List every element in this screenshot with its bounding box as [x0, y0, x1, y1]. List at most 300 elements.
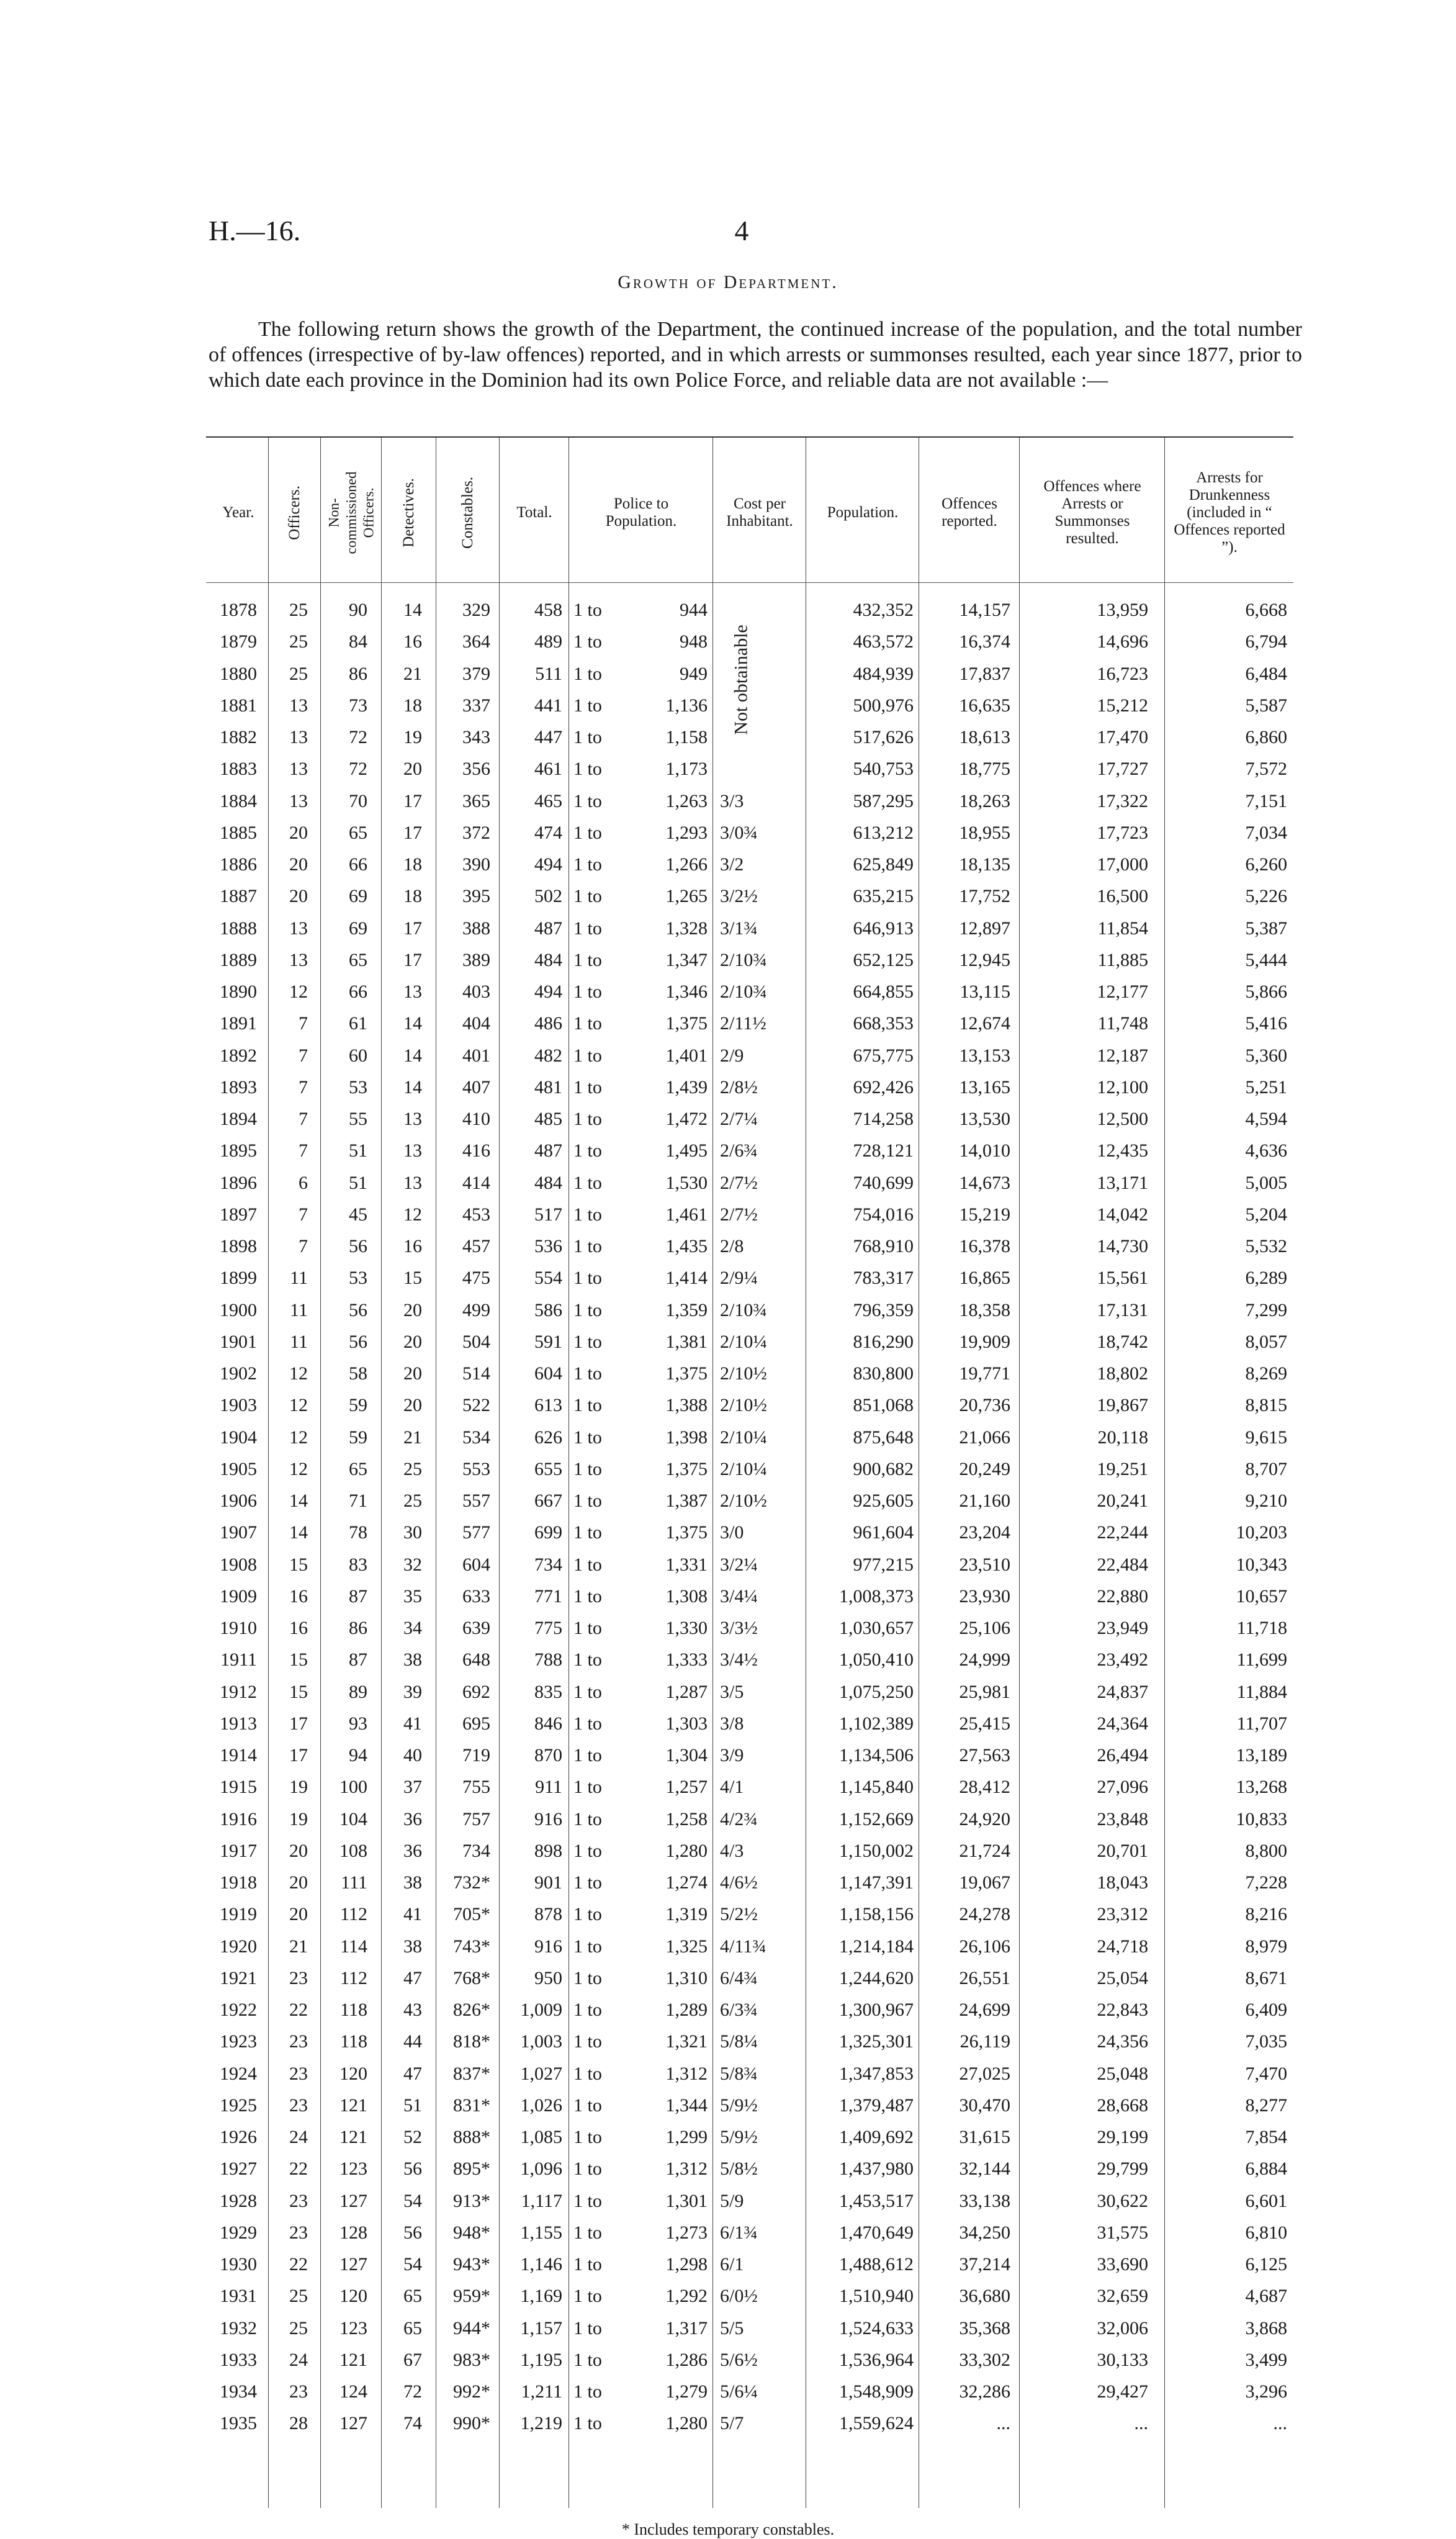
cell-drunkenness: 6,810	[1245, 2222, 1287, 2243]
cell-ratio-value: 1,333	[665, 1649, 708, 1671]
cell-year: 1883	[220, 759, 257, 780]
cell-drunkenness: 6,484	[1245, 663, 1287, 684]
cell-ratio-value: 1,273	[665, 2222, 708, 2243]
cell-population: 768,910	[853, 1236, 914, 1256]
cell-drunkenness: 7,034	[1245, 822, 1287, 843]
table-row	[0, 2096, 1456, 2115]
cell-ratio-prefix: 1 to	[573, 2413, 602, 2434]
cell-ratio-value: 1,375	[665, 1522, 708, 1543]
cell-constables: 990*	[453, 2413, 490, 2434]
cell-constables: 692	[462, 1681, 490, 1702]
cell-population: 1,510,940	[839, 2286, 914, 2307]
cell-population: 1,453,517	[839, 2190, 914, 2211]
cell-arrests: 17,723	[1097, 822, 1148, 843]
cell-population: 1,102,389	[839, 1713, 914, 1734]
cell-ratio-value: 1,266	[665, 854, 708, 875]
cell-total: 465	[534, 790, 562, 811]
table-row	[0, 1492, 1456, 1510]
cell-offences: 36,680	[959, 2286, 1010, 2307]
cell-population: 540,753	[853, 759, 914, 780]
cell-detectives: 30	[403, 1522, 422, 1543]
cell-constables: 948*	[453, 2222, 490, 2243]
cell-offences: 20,736	[959, 1395, 1010, 1416]
cell-ncos: 128	[339, 2222, 367, 2243]
cell-year: 1902	[220, 1363, 257, 1384]
cell-detectives: 17	[403, 949, 422, 970]
cell-drunkenness: 11,707	[1236, 1713, 1287, 1734]
cell-detectives: 18	[403, 695, 422, 716]
cell-ratio-value: 1,331	[665, 1554, 708, 1575]
table-row	[0, 2287, 1456, 2306]
cell-drunkenness: 3,868	[1245, 2317, 1287, 2338]
cell-constables: 499	[462, 1299, 490, 1320]
cell-population: 1,134,506	[839, 1745, 914, 1766]
cell-ratio-value: 1,461	[665, 1204, 708, 1225]
cell-cost: 2/10¾	[720, 1299, 767, 1320]
col-header-total: Total.	[516, 504, 552, 521]
cell-officers: 23	[289, 1967, 308, 1988]
cell-population: 1,244,620	[839, 1967, 914, 1988]
cell-population: 432,352	[853, 600, 914, 620]
cell-offences: 18,955	[959, 822, 1010, 843]
cell-arrests: 29,799	[1097, 2158, 1148, 2180]
cell-ratio-prefix: 1 to	[573, 1490, 602, 1511]
cell-detectives: 25	[403, 1490, 422, 1511]
cell-offences: 19,771	[959, 1363, 1010, 1384]
cell-cost: 5/5	[720, 2317, 744, 2338]
cell-constables: 604	[462, 1554, 490, 1575]
table-row	[0, 1110, 1456, 1129]
table-row	[0, 1746, 1456, 1765]
cell-detectives: 14	[403, 1045, 422, 1066]
cell-drunkenness: 10,833	[1236, 1808, 1287, 1829]
cell-offences: 33,138	[959, 2190, 1010, 2211]
cell-ratio-prefix: 1 to	[573, 1076, 602, 1098]
cell-offences: 21,724	[959, 1840, 1010, 1861]
cell-cost: 5/8¼	[720, 2031, 758, 2052]
cell-drunkenness: 3,296	[1245, 2381, 1287, 2402]
cell-population: 613,212	[853, 822, 914, 843]
cell-constables: 913*	[453, 2190, 490, 2211]
cell-total: 484	[534, 949, 562, 970]
cell-total: 911	[535, 1777, 562, 1798]
cell-constables: 943*	[453, 2254, 490, 2275]
cell-population: 961,604	[853, 1522, 914, 1543]
cell-detectives: 13	[403, 981, 422, 1002]
cell-ncos: 53	[349, 1076, 367, 1098]
cell-detectives: 65	[403, 2317, 422, 2338]
cell-cost: 3/9	[720, 1745, 744, 1766]
cell-population: 635,215	[853, 886, 914, 907]
cell-arrests: 26,494	[1097, 1745, 1148, 1766]
cell-arrests: 15,212	[1097, 695, 1148, 716]
cell-total: 441	[534, 695, 562, 716]
cell-ratio-value: 1,495	[665, 1140, 708, 1161]
cell-total: 502	[534, 886, 562, 907]
cell-ratio-value: 1,292	[665, 2286, 708, 2307]
cell-arrests: 19,867	[1097, 1395, 1148, 1416]
cell-officers: 25	[289, 2317, 308, 2338]
cell-arrests: 25,054	[1097, 1967, 1148, 1988]
cell-drunkenness: 13,268	[1236, 1777, 1287, 1798]
cell-cost: 2/6¾	[720, 1140, 758, 1161]
cell-total: 486	[534, 1013, 562, 1034]
cell-drunkenness: 6,860	[1245, 727, 1287, 747]
cell-total: 1,157	[520, 2317, 562, 2338]
cell-ncos: 121	[339, 2127, 367, 2147]
cell-detectives: 14	[403, 1013, 422, 1034]
cell-ratio-prefix: 1 to	[573, 1427, 602, 1448]
cell-year: 1910	[220, 1618, 257, 1638]
col-header-drunkenness: Arrests for Drunkenness (included in “ Offences reported ”).	[1174, 469, 1285, 556]
cell-ratio-value: 1,375	[665, 1458, 708, 1479]
cell-cost: 4/3	[720, 1840, 744, 1861]
cell-detectives: 13	[403, 1140, 422, 1161]
table-row	[0, 2224, 1456, 2242]
cell-detectives: 17	[403, 790, 422, 811]
cell-detectives: 43	[403, 2000, 422, 2020]
cell-drunkenness: 6,260	[1245, 854, 1287, 875]
cell-cost: 2/8½	[720, 1076, 758, 1098]
table-row	[0, 1014, 1456, 1033]
cell-constables: 944*	[453, 2317, 490, 2338]
cell-year: 1889	[220, 949, 257, 970]
cell-year: 1927	[220, 2158, 257, 2180]
cell-year: 1892	[220, 1045, 257, 1066]
cell-total: 1,211	[521, 2381, 562, 2402]
cell-ncos: 56	[349, 1236, 367, 1256]
cell-ratio-value: 1,414	[665, 1268, 708, 1289]
cell-total: 517	[534, 1204, 562, 1225]
cell-population: 714,258	[853, 1109, 914, 1129]
cell-population: 1,145,840	[839, 1777, 914, 1798]
cell-ratio-prefix: 1 to	[573, 790, 602, 811]
table-row	[0, 1078, 1456, 1097]
cell-ratio-value: 1,472	[665, 1109, 708, 1129]
cell-ratio-prefix: 1 to	[573, 631, 602, 652]
cell-officers: 13	[289, 695, 308, 716]
cell-ncos: 89	[349, 1681, 367, 1702]
cell-officers: 6	[299, 1172, 308, 1193]
cell-population: 484,939	[853, 663, 914, 684]
cell-ratio-prefix: 1 to	[573, 981, 602, 1002]
cell-total: 461	[534, 759, 562, 780]
cell-ratio-prefix: 1 to	[573, 1299, 602, 1320]
cell-total: 482	[534, 1045, 562, 1066]
cell-year: 1918	[220, 1872, 257, 1893]
cell-ncos: 93	[349, 1713, 367, 1734]
cell-offences: 24,699	[959, 2000, 1010, 2020]
cell-ncos: 45	[349, 1204, 367, 1225]
cell-ncos: 90	[349, 600, 367, 620]
cell-total: 1,009	[520, 2000, 562, 2020]
cell-population: 1,559,624	[839, 2413, 914, 2434]
cell-constables: 364	[462, 631, 490, 652]
cell-ratio-prefix: 1 to	[573, 2063, 602, 2084]
cell-constables: 407	[462, 1076, 490, 1098]
cell-officers: 20	[289, 1840, 308, 1861]
cell-ratio-prefix: 1 to	[573, 949, 602, 970]
cell-ratio-value: 1,299	[665, 2127, 708, 2147]
table-row	[0, 792, 1456, 811]
cell-arrests: 20,241	[1097, 1490, 1148, 1511]
cell-offences: 14,157	[959, 600, 1010, 620]
cell-arrests: 28,668	[1097, 2095, 1148, 2116]
cell-total: 474	[534, 822, 562, 843]
cell-ratio-prefix: 1 to	[573, 2222, 602, 2243]
cell-constables: 959*	[453, 2286, 490, 2307]
cell-constables: 356	[462, 759, 490, 780]
cell-offences: 26,551	[959, 1967, 1010, 1988]
cell-detectives: 65	[403, 2286, 422, 2307]
cell-drunkenness: 11,718	[1236, 1618, 1287, 1638]
cell-population: 1,488,612	[839, 2254, 914, 2275]
cell-ratio-value: 1,265	[665, 886, 708, 907]
cell-cost: 4/6½	[720, 1872, 758, 1893]
cell-cost: 5/2½	[720, 1904, 758, 1925]
cell-year: 1907	[220, 1522, 257, 1543]
cell-constables: 743*	[453, 1936, 490, 1957]
cell-arrests: 30,133	[1097, 2349, 1148, 2370]
cell-drunkenness: 11,699	[1236, 1649, 1287, 1671]
cell-officers: 20	[289, 854, 308, 875]
cell-total: 613	[534, 1395, 562, 1416]
cell-constables: 372	[462, 822, 490, 843]
cell-ncos: 94	[349, 1745, 367, 1766]
cell-year: 1933	[220, 2349, 257, 2370]
table-row	[0, 1969, 1456, 1988]
cell-constables: 757	[462, 1808, 490, 1829]
cell-offences: 33,302	[959, 2349, 1010, 2370]
cell-arrests: 11,854	[1097, 918, 1148, 939]
cell-drunkenness: 4,594	[1245, 1109, 1287, 1129]
cell-year: 1908	[220, 1554, 257, 1575]
cell-detectives: 41	[403, 1713, 422, 1734]
cell-ncos: 55	[349, 1109, 367, 1129]
cell-ratio-value: 1,312	[665, 2063, 708, 2084]
cell-ncos: 66	[349, 981, 367, 1002]
cell-year: 1913	[220, 1713, 257, 1734]
cell-year: 1929	[220, 2222, 257, 2243]
cell-drunkenness: 10,203	[1236, 1522, 1287, 1543]
cell-drunkenness: 5,226	[1245, 886, 1287, 907]
cell-officers: 21	[289, 1936, 308, 1957]
cell-cost: 5/9½	[720, 2127, 758, 2147]
cell-ratio-value: 1,263	[665, 790, 708, 811]
cell-drunkenness: 7,470	[1245, 2063, 1287, 2084]
cell-drunkenness: 11,884	[1236, 1681, 1287, 1702]
cell-population: 1,214,184	[839, 1936, 914, 1957]
cell-year: 1884	[220, 790, 257, 811]
cell-ratio-value: 1,298	[665, 2254, 708, 2275]
table-row	[0, 1810, 1456, 1829]
cell-officers: 7	[299, 1204, 308, 1225]
cell-constables: 983*	[453, 2349, 490, 2370]
cell-cost: 4/2¾	[720, 1808, 758, 1829]
cell-year: 1935	[220, 2413, 257, 2434]
cell-detectives: 38	[403, 1872, 422, 1893]
cell-population: 625,849	[853, 854, 914, 875]
cell-total: 536	[534, 1236, 562, 1256]
cell-year: 1895	[220, 1140, 257, 1161]
cell-detectives: 21	[403, 663, 422, 684]
table-row	[0, 2255, 1456, 2274]
cell-drunkenness: 6,884	[1245, 2158, 1287, 2180]
cell-cost: 3/5	[720, 1681, 744, 1702]
table-row	[0, 1428, 1456, 1447]
cell-ratio-value: 1,308	[665, 1585, 708, 1607]
cell-population: 1,470,649	[839, 2222, 914, 2243]
cell-population: 1,075,250	[839, 1681, 914, 1702]
cell-year: 1900	[220, 1299, 257, 1320]
cell-ratio-prefix: 1 to	[573, 1777, 602, 1798]
table-row	[0, 1587, 1456, 1606]
cell-cost: 2/10¼	[720, 1458, 767, 1479]
table-row	[0, 1937, 1456, 1956]
cell-population: 875,648	[853, 1427, 914, 1448]
cell-cost: 3/0	[720, 1522, 744, 1543]
cell-year: 1880	[220, 663, 257, 684]
cell-total: 604	[534, 1363, 562, 1384]
cell-total: 901	[534, 1872, 562, 1893]
cell-cost: 2/10¼	[720, 1427, 767, 1448]
cell-constables: 826*	[453, 2000, 490, 2020]
cell-officers: 7	[299, 1109, 308, 1129]
cell-year: 1921	[220, 1967, 257, 1988]
cell-officers: 15	[289, 1681, 308, 1702]
cell-total: 481	[534, 1076, 562, 1098]
cell-year: 1898	[220, 1236, 257, 1256]
cell-population: 900,682	[853, 1458, 914, 1479]
cell-constables: 732*	[453, 1872, 490, 1893]
cell-offences: 24,999	[959, 1649, 1010, 1671]
cell-detectives: 51	[403, 2095, 422, 2116]
cell-ratio-value: 1,279	[665, 2381, 708, 2402]
cell-ratio-prefix: 1 to	[573, 2095, 602, 2116]
cell-detectives: 34	[403, 1618, 422, 1638]
cell-constables: 633	[462, 1585, 490, 1607]
table-row	[0, 1237, 1456, 1256]
cell-constables: 390	[462, 854, 490, 875]
cell-constables: 534	[462, 1427, 490, 1448]
cell-ratio-prefix: 1 to	[573, 886, 602, 907]
cell-arrests: 32,659	[1097, 2286, 1148, 2307]
cell-arrests: 14,696	[1097, 631, 1148, 652]
cell-population: 1,158,156	[839, 1904, 914, 1925]
cell-ratio-value: 1,258	[665, 1808, 708, 1829]
cell-year: 1897	[220, 1204, 257, 1225]
footnote: * Includes temporary constables.	[621, 2520, 835, 2538]
cell-ratio-value: 1,398	[665, 1427, 708, 1448]
cell-ratio-value: 1,289	[665, 2000, 708, 2020]
cell-year: 1922	[220, 2000, 257, 2020]
cell-offences: 23,204	[959, 1522, 1010, 1543]
cell-ratio-value: 1,375	[665, 1013, 708, 1034]
cell-constables: 453	[462, 1204, 490, 1225]
cell-population: 1,050,410	[839, 1649, 914, 1671]
cell-cost: 2/8	[720, 1236, 744, 1256]
cell-year: 1896	[220, 1172, 257, 1193]
cell-arrests: 24,718	[1097, 1936, 1148, 1957]
cell-officers: 12	[289, 1363, 308, 1384]
cell-drunkenness: 8,815	[1245, 1395, 1287, 1416]
cell-population: 851,068	[853, 1395, 914, 1416]
cell-drunkenness: 6,289	[1245, 1268, 1287, 1289]
cell-offences: 23,930	[959, 1585, 1010, 1607]
cell-cost: 3/4¼	[720, 1585, 758, 1607]
cell-officers: 16	[289, 1618, 308, 1638]
cell-population: 1,008,373	[839, 1585, 914, 1607]
cell-constables: 388	[462, 918, 490, 939]
cell-ncos: 59	[349, 1427, 367, 1448]
cell-ncos: 72	[349, 759, 367, 780]
cell-ncos: 66	[349, 854, 367, 875]
cell-officers: 25	[289, 600, 308, 620]
cell-year: 1914	[220, 1745, 257, 1766]
cell-constables: 719	[462, 1745, 490, 1766]
page-title: Growth of Department.	[618, 272, 838, 292]
cell-ncos: 70	[349, 790, 367, 811]
cell-officers: 25	[289, 2286, 308, 2307]
cell-cost: 4/1	[720, 1777, 744, 1798]
cell-detectives: 20	[403, 759, 422, 780]
cell-ncos: 73	[349, 695, 367, 716]
table-row	[0, 1142, 1456, 1160]
cell-year: 1931	[220, 2286, 257, 2307]
cell-ratio-prefix: 1 to	[573, 854, 602, 875]
cell-ratio-value: 1,387	[665, 1490, 708, 1511]
table-row	[0, 1683, 1456, 1702]
cell-year: 1915	[220, 1777, 257, 1798]
cell-year: 1909	[220, 1585, 257, 1607]
cell-arrests: 17,322	[1097, 790, 1148, 811]
cell-ncos: 118	[340, 2000, 367, 2020]
cell-arrests: 12,100	[1097, 1076, 1148, 1098]
cell-officers: 23	[289, 2031, 308, 2052]
cell-constables: 705*	[453, 1904, 490, 1925]
cell-ncos: 120	[339, 2286, 367, 2307]
cell-constables: 389	[462, 949, 490, 970]
cell-cost: 3/3	[720, 790, 744, 811]
cell-ratio-value: 1,287	[665, 1681, 708, 1702]
cell-cost: 3/0¾	[720, 822, 758, 843]
cell-ncos: 58	[349, 1363, 367, 1384]
cell-constables: 416	[462, 1140, 490, 1161]
cell-offences: 24,278	[959, 1904, 1010, 1925]
cell-officers: 24	[289, 2127, 308, 2147]
cell-constables: 410	[462, 1109, 490, 1129]
cell-arrests: 12,500	[1097, 1109, 1148, 1129]
cell-constables: 514	[462, 1363, 490, 1384]
cell-drunkenness: 8,671	[1245, 1967, 1287, 1988]
cell-arrests: 17,727	[1097, 759, 1148, 780]
cell-population: 652,125	[853, 949, 914, 970]
cell-ratio-value: 948	[680, 631, 708, 652]
cell-detectives: 25	[403, 1458, 422, 1479]
cell-officers: 23	[289, 2190, 308, 2211]
cell-drunkenness: 5,532	[1245, 1236, 1287, 1256]
cell-year: 1917	[220, 1840, 257, 1861]
cell-total: 1,027	[520, 2063, 562, 2084]
cell-officers: 13	[289, 918, 308, 939]
cell-ratio-value: 1,330	[665, 1618, 708, 1638]
cell-detectives: 54	[403, 2190, 422, 2211]
cell-constables: 577	[462, 1522, 490, 1543]
cell-offences: 18,775	[959, 759, 1010, 780]
cell-constables: 895*	[453, 2158, 490, 2180]
cell-detectives: 20	[403, 1331, 422, 1352]
cell-constables: 504	[462, 1331, 490, 1352]
